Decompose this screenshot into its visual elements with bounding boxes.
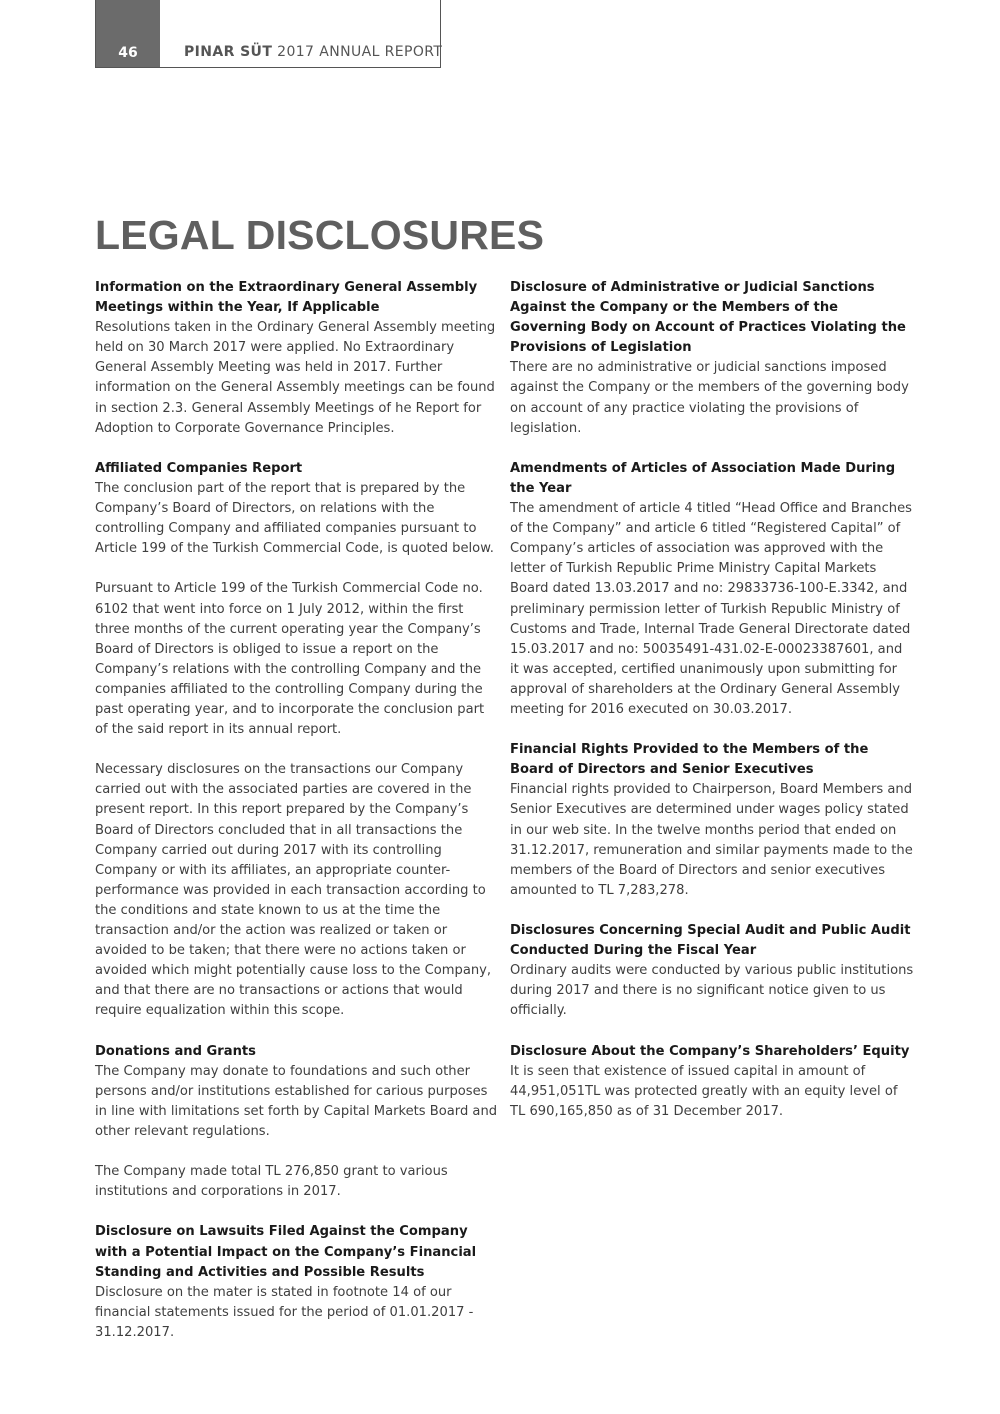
section-extraordinary-general-assembly	[95, 278, 499, 439]
section-paragraph: The Company made total TL 276,850 grant to various institutions and corporations in 2017.	[95, 1164, 448, 1200]
section-heading: Affiliated Companies Report	[95, 460, 303, 476]
section-paragraph: It is seen that existence of issued capital in amount of 44,951,051TL was protected greatly with an equity level of TL 690,165,850 as of 31 December 2017.	[510, 1063, 898, 1119]
section-paragraph: Resolutions taken in the Ordinary General Assembly meeting held on 30 March 2017 were applied. No Extraordinary General Assembly Meeting was held in 2017. Further information on the General Assembly meetings can be found in section 2.3. General Assembly Meetings of he Report for Adoption to Corporate Governance Principles.	[95, 320, 496, 436]
section-heading: Disclosure of Administrative or Judicial Sanctions Against the Company or the Members of the Governing Body on Account of Practices Violating the Provisions of Legislation	[510, 280, 906, 356]
page-title: LEGAL DISCLOSURES	[95, 212, 545, 258]
section-paragraph: Financial rights provided to Chairperson, Board Members and Senior Executives are determined under wages policy stated in our web site. In the twelve months period that ended on 31.12.2017, remuneration and similar payments made to the members of the Board of Directors and senior executives amounted to TL 7,283,278.	[510, 782, 913, 898]
page-header	[95, 0, 441, 68]
section-heading: Donations and Grants	[95, 1043, 256, 1059]
section-paragraph: The amendment of article 4 titled “Head Office and Branches of the Company” and article 6 titled “Registered Capital” of Company’s articles of association was approved with the letter of Turkish Republic Prime Ministry Capital Markets Board dated 13.03.2017 and no: 29833736-100-E.3342, and preliminary permission letter of Turkish Republic Ministry of Customs and Trade, Internal Trade General Directorate dated 15.03.2017 and no: 50035491-431.02-E-00023387601, and it was accepted, certified unanimously upon submitting for approval of shareholders at the Ordinary General Assembly meeting for 2016 executed on 30.03.2017.	[510, 501, 912, 717]
section-paragraph: Ordinary audits were conducted by various public institutions during 2017 and there is no significant notice given to us officially.	[510, 963, 914, 1019]
page-number: 46	[96, 0, 160, 67]
section-donations-and-grants	[95, 1042, 499, 1203]
left-column	[95, 278, 499, 1363]
section-affiliated-companies-report	[95, 459, 499, 1022]
section-heading: Financial Rights Provided to the Members of the Board of Directors and Senior Executives	[510, 742, 869, 778]
right-column	[510, 278, 914, 1142]
section-paragraph: The Company may donate to foundations and such other persons and/or institutions established for carious purposes in line with limitations set forth by Capital Markets Board and other relevant regulations.	[95, 1063, 498, 1139]
section-articles-of-association	[510, 459, 914, 720]
section-paragraph: There are no administrative or judicial sanctions imposed against the Company or the members of the governing body on account of any practice violating the provisions of legislation.	[510, 360, 909, 436]
section-heading: Disclosure on Lawsuits Filed Against the Company with a Potential Impact on the Company’s Financial Standing and Activities and Possible Results	[95, 1224, 477, 1280]
section-heading: Information on the Extraordinary General Assembly Meetings within the Year, If Applicable	[95, 280, 478, 316]
header-report-title: 2017 ANNUAL REPORT	[277, 44, 443, 60]
section-heading: Disclosure About the Company’s Shareholders’ Equity	[510, 1043, 910, 1059]
section-administrative-sanctions	[510, 278, 914, 439]
section-paragraph: The conclusion part of the report that is prepared by the Company’s Board of Directors, on relations with the controlling Company and affiliated companies pursuant to Article 199 of the Turkish Commercial Code, is quoted below.	[95, 480, 494, 557]
section-shareholders-equity	[510, 1042, 914, 1122]
section-lawsuits	[95, 1222, 499, 1343]
section-heading: Amendments of Articles of Association Made During the Year	[510, 460, 896, 496]
header-title	[184, 44, 442, 60]
section-paragraph: Pursuant to Article 199 of the Turkish Commercial Code no. 6102 that went into force on 1 July 2012, within the first three months of the current operating year the Company’s Board of Directors is obliged to issue a report on the Company’s relations with the controlling Company and the companies affiliated to the controlling Company during the past operating year, and to incorporate the conclusion part of the said report in its annual report.	[95, 581, 485, 738]
section-paragraph: Disclosure on the mater is stated in footnote 14 of our financial statements issued for the period of 01.01.2017 - 31.12.2017.	[95, 1284, 474, 1340]
header-brand: PINAR SÜT	[184, 44, 273, 60]
section-special-audit	[510, 921, 914, 1021]
section-paragraph: Necessary disclosures on the transactions our Company carried out with the associated parties are covered in the present report. In this report prepared by the Company’s Board of Directors concluded that in all transactions the Company carried out during 2017 with its controlling Company or with its affiliates, an appropriate counter-performance was provided in each transaction according to the conditions and state known to us at the time the transaction and/or the action was realized or taken or avoided to be taken; that there were no actions taken or avoided which might potentially cause loss to the Company, and that there are no transactions or actions that would require equalization within this scope.	[95, 762, 492, 1019]
section-financial-rights	[510, 740, 914, 901]
section-heading: Disclosures Concerning Special Audit and Public Audit Conducted During the Fiscal Year	[510, 923, 911, 959]
